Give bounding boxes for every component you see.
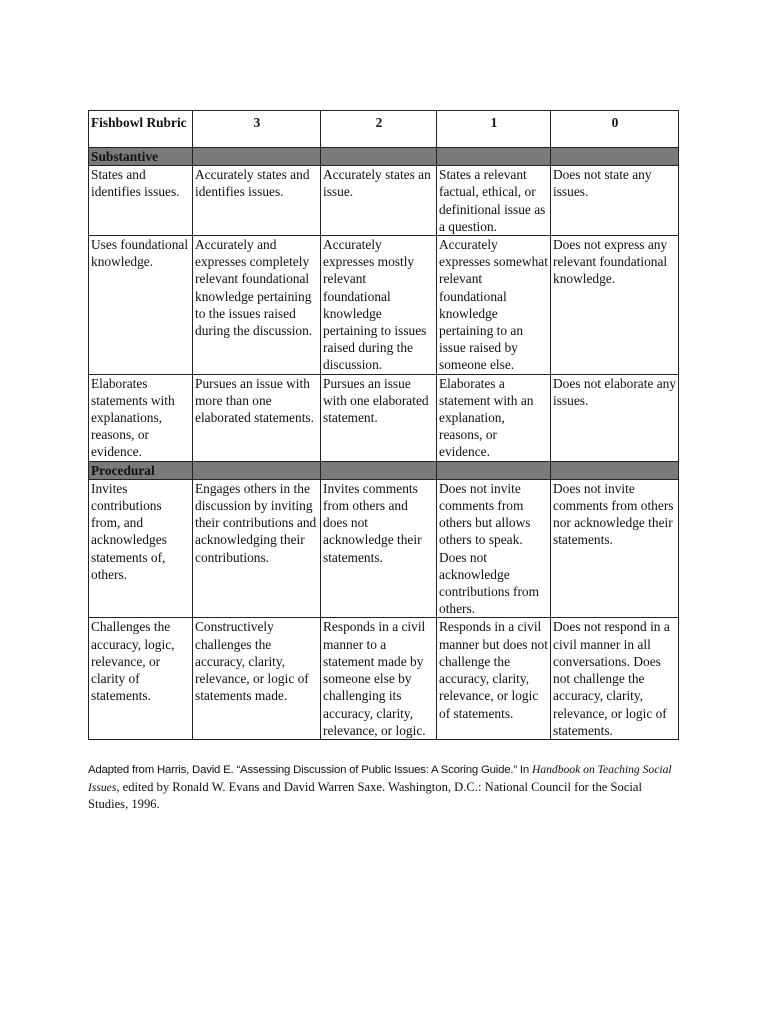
table-row xyxy=(89,236,679,375)
section-row-substantive xyxy=(89,148,679,166)
criterion-cell: Uses foundational knowledge. xyxy=(89,236,193,375)
score-0-cell: Does not express any relevant foundational knowledge. xyxy=(551,236,679,375)
score-2-cell: Invites comments from others and does not acknowledge their statements. xyxy=(321,479,437,618)
section-title: Procedural xyxy=(89,461,193,479)
citation-rest: , edited by Ronald W. Evans and David Warren Saxe. Washington, D.C.: National Council for the Social Studies, 1996. xyxy=(88,779,642,811)
score-2-cell: Accurately expresses mostly relevant foundational knowledge pertaining to issues raised during the discussion. xyxy=(321,236,437,375)
score-0-cell: Does not elaborate any issues. xyxy=(551,374,679,461)
score-2-cell: Responds in a civil manner to a statement made by someone else by challenging its accuracy, clarity, relevance, or logic. xyxy=(321,618,437,739)
rubric-title-cell: Fishbowl Rubric xyxy=(89,111,193,148)
score-0-cell: Does not respond in a civil manner in all conversations. Does not challenge the accuracy, clarity, relevance, or logic of statements. xyxy=(551,618,679,739)
score-1-cell: Accurately expresses somewhat relevant foundational knowledge pertaining to an issue raised by someone else. xyxy=(437,236,551,375)
score-3-cell: Accurately states and identifies issues. xyxy=(193,166,321,236)
fishbowl-rubric-table xyxy=(88,110,679,740)
table-row xyxy=(89,479,679,618)
score-3-header: 3 xyxy=(193,111,321,148)
score-1-header: 1 xyxy=(437,111,551,148)
criterion-cell: Challenges the accuracy, logic, relevance, or clarity of statements. xyxy=(89,618,193,739)
score-1-cell: Elaborates a statement with an explanation, reasons, or evidence. xyxy=(437,374,551,461)
criterion-cell: Elaborates statements with explanations, reasons, or evidence. xyxy=(89,374,193,461)
score-0-cell: Does not invite comments from others nor acknowledge their statements. xyxy=(551,479,679,618)
score-3-cell: Accurately and expresses completely relevant foundational knowledge pertaining to the issues raised during the discussion. xyxy=(193,236,321,375)
section-title: Substantive xyxy=(89,148,193,166)
score-3-cell: Engages others in the discussion by inviting their contributions and acknowledging their contributions. xyxy=(193,479,321,618)
table-row xyxy=(89,618,679,739)
score-1-cell: Does not invite comments from others but allows others to speak. Does not acknowledge contributions from others. xyxy=(437,479,551,618)
score-3-cell: Pursues an issue with more than one elaborated statements. xyxy=(193,374,321,461)
citation-paragraph xyxy=(88,761,684,813)
score-1-cell: Responds in a civil manner but does not challenge the accuracy, clarity, relevance, or logic of statements. xyxy=(437,618,551,739)
score-3-cell: Constructively challenges the accuracy, clarity, relevance, or logic of statements made. xyxy=(193,618,321,739)
rubric-header-row xyxy=(89,111,679,148)
section-row-procedural xyxy=(89,461,679,479)
citation-lead: Adapted from Harris, David E. “Assessing Discussion of Public Issues: A Scoring Guide.” In xyxy=(88,763,532,776)
criterion-cell: Invites contributions from, and acknowledges statements of, others. xyxy=(89,479,193,618)
score-0-cell: Does not state any issues. xyxy=(551,166,679,236)
score-0-header: 0 xyxy=(551,111,679,148)
score-2-cell: Accurately states an issue. xyxy=(321,166,437,236)
criterion-cell: States and identifies issues. xyxy=(89,166,193,236)
table-row xyxy=(89,166,679,236)
citation-book-title: Handbook on Teaching Social Issues xyxy=(88,762,672,794)
score-2-cell: Pursues an issue with one elaborated statement. xyxy=(321,374,437,461)
table-row xyxy=(89,374,679,461)
score-2-header: 2 xyxy=(321,111,437,148)
score-1-cell: States a relevant factual, ethical, or definitional issue as a question. xyxy=(437,166,551,236)
